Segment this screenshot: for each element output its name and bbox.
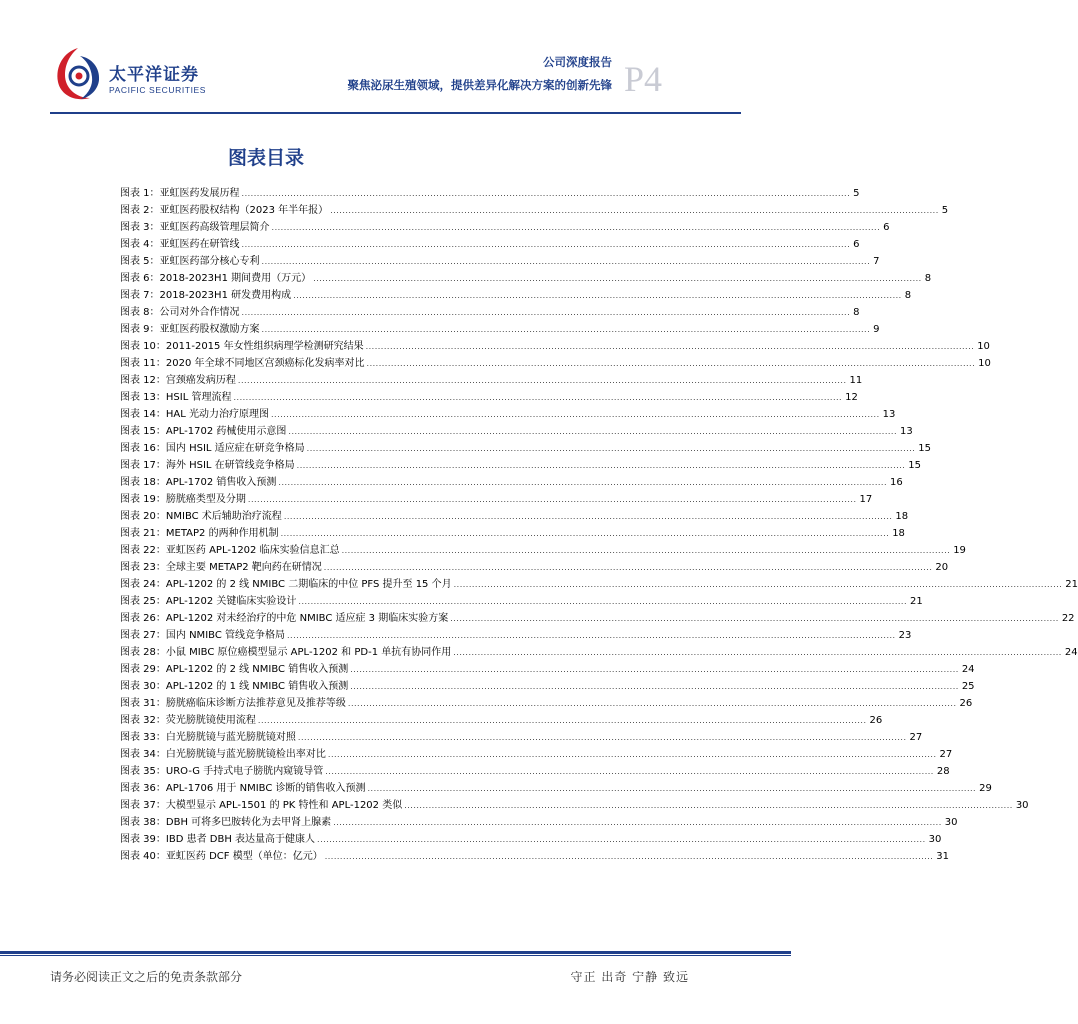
toc-item-label: 图表 7：2018-2023H1 研发费用构成 <box>120 290 292 301</box>
toc-leader-dots: ........................................................................................................................................................................................................ <box>450 614 1059 623</box>
pacific-logo-icon <box>50 44 106 104</box>
toc-leader-dots: ........................................................................................................................................................................................................ <box>453 648 1062 657</box>
toc-item-label: 图表 3：亚虹医药高级管理层简介 <box>120 222 270 233</box>
toc-item[interactable] <box>120 508 909 525</box>
toc-item[interactable] <box>120 253 880 270</box>
toc-item-page: 26 <box>869 715 883 726</box>
toc-leader-dots: ........................................................................................................................................................................................................ <box>271 223 881 232</box>
toc-item-label: 图表 38：DBH 可将多巴胺转化为去甲肾上腺素 <box>120 817 332 828</box>
toc-item[interactable] <box>120 474 903 491</box>
toc-item-page: 6 <box>853 239 860 250</box>
toc-item[interactable] <box>120 338 990 355</box>
logo-text-en: PACIFIC SECURITIES <box>109 85 207 95</box>
toc-list <box>120 185 1078 865</box>
toc-item-label: 图表 33：白光膀胱镜与蓝光膀胱镜对照 <box>120 732 296 743</box>
toc-item-page: 23 <box>898 630 912 641</box>
toc-leader-dots: ........................................................................................................................................................................................................ <box>280 529 890 538</box>
toc-item[interactable] <box>120 406 896 423</box>
toc-item-label: 图表 21：METAP2 的两种作用机制 <box>120 528 279 539</box>
toc-item[interactable] <box>120 661 975 678</box>
toc-item-page: 19 <box>953 545 966 556</box>
toc-item-page: 30 <box>944 817 958 828</box>
toc-item-page: 5 <box>853 188 860 199</box>
toc-item-label: 图表 26：APL-1202 对未经治疗的中危 NMIBC 适应症 3 期临床实验方案 <box>120 613 449 624</box>
toc-item-page: 26 <box>959 698 973 709</box>
toc-item-label: 图表 12：宫颈癌发病历程 <box>120 375 236 386</box>
toc-item-page: 27 <box>939 749 953 760</box>
toc-leader-dots: ........................................................................................................................................................................................................ <box>261 325 871 334</box>
toc-item-label: 图表 24：APL-1202 的 2 线 NMIBC 二期临床的中位 PFS 提升至 15 个月 <box>120 579 452 590</box>
toc-item-label: 图表 30：APL-1202 的 1 线 NMIBC 销售收入预测 <box>120 681 349 692</box>
toc-item[interactable] <box>120 270 932 287</box>
toc-leader-dots: ........................................................................................................................................................................................................ <box>341 546 951 555</box>
toc-item-page: 25 <box>961 681 975 692</box>
toc-item[interactable] <box>120 304 860 321</box>
toc-leader-dots: ........................................................................................................................................................................................................ <box>313 274 922 283</box>
toc-item-label: 图表 14：HAL 光动力治疗原理图 <box>120 409 270 420</box>
toc-item[interactable] <box>120 440 931 457</box>
toc-item-label: 图表 5：亚虹医药部分核心专利 <box>120 256 260 267</box>
toc-leader-dots: ........................................................................................................................................................................................................ <box>404 801 1013 810</box>
toc-leader-dots: ........................................................................................................................................................................................................ <box>327 750 937 759</box>
footer-motto: 守正 出奇 宁静 致远 <box>570 970 689 984</box>
toc-item[interactable] <box>120 746 953 763</box>
toc-item-page: 13 <box>882 409 896 420</box>
toc-item[interactable] <box>120 542 966 559</box>
toc-item-label: 图表 19：膀胱癌类型及分期 <box>120 494 246 505</box>
toc-item[interactable] <box>120 780 992 797</box>
toc-leader-dots: ........................................................................................................................................................................................................ <box>237 376 847 385</box>
toc-leader-dots: ........................................................................................................................................................................................................ <box>287 631 896 640</box>
toc-item[interactable] <box>120 712 883 729</box>
toc-item[interactable] <box>120 423 913 440</box>
toc-leader-dots: ........................................................................................................................................................................................................ <box>324 852 934 861</box>
toc-title: 图表目录 <box>228 147 305 169</box>
header-divider <box>50 112 741 114</box>
toc-item[interactable] <box>120 202 949 219</box>
toc-item[interactable] <box>120 678 975 695</box>
toc-leader-dots: ........................................................................................................................................................................................................ <box>241 240 851 249</box>
toc-item-label: 图表 23：全球主要 METAP2 靶向药在研情况 <box>120 562 322 573</box>
toc-item[interactable] <box>120 797 1029 814</box>
toc-item-label: 图表 40：亚虹医药 DCF 模型（单位：亿元） <box>120 851 323 862</box>
toc-item-label: 图表 6：2018-2023H1 期间费用（万元） <box>120 273 312 284</box>
toc-item-page: 6 <box>883 222 890 233</box>
footer-divider-thin <box>0 955 791 956</box>
toc-item-page: 28 <box>936 766 950 777</box>
toc-leader-dots: ........................................................................................................................................................................................................ <box>453 580 1063 589</box>
toc-leader-dots: ........................................................................................................................................................................................................ <box>350 682 959 691</box>
toc-item-label: 图表 37：大模型显示 APL-1501 的 PK 特性和 APL-1202 类似 <box>120 800 403 811</box>
report-subtitle: 聚焦泌尿生殖领域，提供差异化解决方案的创新先锋 <box>347 78 612 92</box>
toc-item-page: 21 <box>1065 579 1078 590</box>
toc-item-page: 27 <box>909 732 923 743</box>
toc-item-label: 图表 27：国内 NMIBC 管线竞争格局 <box>120 630 285 641</box>
toc-item-page: 30 <box>1015 800 1029 811</box>
toc-item-page: 30 <box>928 834 942 845</box>
toc-leader-dots: ........................................................................................................................................................................................................ <box>241 308 851 317</box>
toc-item[interactable] <box>120 525 905 542</box>
toc-item-label: 图表 16：国内 HSIL 适应症在研竞争格局 <box>120 443 305 454</box>
toc-item-page: 15 <box>908 460 921 471</box>
toc-item[interactable] <box>120 491 873 508</box>
toc-item-label: 图表 4：亚虹医药在研管线 <box>120 239 240 250</box>
toc-item-label: 图表 25：APL-1202 关键临床实验设计 <box>120 596 297 607</box>
toc-item-page: 7 <box>873 256 880 267</box>
toc-item[interactable] <box>120 321 880 338</box>
toc-item-page: 11 <box>849 375 863 386</box>
toc-leader-dots: ........................................................................................................................................................................................................ <box>350 665 959 674</box>
logo-text-cn: 太平洋证券 <box>109 65 199 85</box>
toc-item-page: 24 <box>1064 647 1078 658</box>
toc-leader-dots: ........................................................................................................................................................................................................ <box>365 342 975 351</box>
toc-leader-dots: ........................................................................................................................................................................................................ <box>317 835 926 844</box>
toc-item-page: 17 <box>859 494 873 505</box>
toc-leader-dots: ........................................................................................................................................................................................................ <box>257 716 867 725</box>
toc-item-page: 8 <box>904 290 912 301</box>
toc-item-label: 图表 8：公司对外合作情况 <box>120 307 240 318</box>
toc-item-label: 图表 35：URO-G 手持式电子膀胱内窥镜导管 <box>120 766 324 777</box>
toc-item-label: 图表 11：2020 年全球不同地区宫颈癌标化发病率对比 <box>120 358 365 369</box>
toc-item-label: 图表 36：APL-1706 用于 NMIBC 诊断的销售收入预测 <box>120 783 366 794</box>
toc-item-label: 图表 28：小鼠 MIBC 原位癌模型显示 APL-1202 和 PD-1 单抗有协同作用 <box>120 647 452 658</box>
toc-leader-dots: ........................................................................................................................................................................................................ <box>288 427 897 436</box>
toc-item-label: 图表 18：APL-1702 销售收入预测 <box>120 477 277 488</box>
toc-item-page: 8 <box>924 273 932 284</box>
toc-item-page: 10 <box>978 358 991 369</box>
toc-item[interactable] <box>120 287 912 304</box>
toc-item[interactable] <box>120 593 923 610</box>
toc-item[interactable] <box>120 831 942 848</box>
toc-item-page: 16 <box>890 477 903 488</box>
toc-item-label: 图表 39：IBD 患者 DBH 表达量高于健康人 <box>120 834 316 845</box>
toc-leader-dots: ........................................................................................................................................................................................................ <box>241 189 851 198</box>
toc-item[interactable] <box>120 695 973 712</box>
toc-item-page: 13 <box>900 426 913 437</box>
toc-item[interactable] <box>120 848 950 865</box>
toc-item[interactable] <box>120 763 950 780</box>
toc-leader-dots: ........................................................................................................................................................................................................ <box>283 512 893 521</box>
footer-disclaimer: 请务必阅读正文之后的免责条款部分 <box>50 970 243 984</box>
toc-item-page: 5 <box>941 205 949 216</box>
toc-item-page: 15 <box>918 443 931 454</box>
toc-item-page: 10 <box>977 341 990 352</box>
toc-item-label: 图表 20：NMIBC 术后辅助治疗流程 <box>120 511 282 522</box>
toc-leader-dots: ........................................................................................................................................................................................................ <box>330 206 939 215</box>
toc-item[interactable] <box>120 729 923 746</box>
page-number: P4 <box>624 59 663 99</box>
toc-item-page: 12 <box>845 392 858 403</box>
report-type: 公司深度报告 <box>543 55 612 69</box>
toc-item[interactable] <box>120 627 912 644</box>
toc-item[interactable] <box>120 185 860 202</box>
toc-item[interactable] <box>120 644 1078 661</box>
company-logo <box>50 44 270 104</box>
toc-item[interactable] <box>120 355 991 372</box>
toc-item-label: 图表 17：海外 HSIL 在研管线竞争格局 <box>120 460 295 471</box>
toc-leader-dots: ........................................................................................................................................................................................................ <box>278 478 887 487</box>
toc-item-label: 图表 15：APL-1702 药械使用示意图 <box>120 426 287 437</box>
toc-item-page: 8 <box>853 307 860 318</box>
toc-leader-dots: ........................................................................................................................................................................................................ <box>366 359 976 368</box>
toc-item-page: 24 <box>961 664 975 675</box>
toc-leader-dots: ........................................................................................................................................................................................................ <box>297 733 907 742</box>
footer-divider <box>0 951 791 954</box>
toc-item-label: 图表 13：HSIL 管理流程 <box>120 392 232 403</box>
toc-item-label: 图表 29：APL-1202 的 2 线 NMIBC 销售收入预测 <box>120 664 349 675</box>
toc-item-page: 31 <box>936 851 950 862</box>
toc-leader-dots: ........................................................................................................................................................................................................ <box>325 767 934 776</box>
toc-leader-dots: ........................................................................................................................................................................................................ <box>323 563 933 572</box>
toc-item-label: 图表 9：亚虹医药股权激励方案 <box>120 324 260 335</box>
toc-item-label: 图表 34：白光膀胱镜与蓝光膀胱镜检出率对比 <box>120 749 326 760</box>
toc-item-page: 18 <box>895 511 909 522</box>
toc-item-page: 21 <box>910 596 923 607</box>
toc-item[interactable] <box>120 219 890 236</box>
toc-leader-dots: ........................................................................................................................................................................................................ <box>306 444 916 453</box>
toc-leader-dots: ........................................................................................................................................................................................................ <box>247 495 857 504</box>
toc-item-label: 图表 1：亚虹医药发展历程 <box>120 188 240 199</box>
toc-item-page: 20 <box>935 562 949 573</box>
toc-item-page: 29 <box>979 783 992 794</box>
toc-leader-dots: ........................................................................................................................................................................................................ <box>347 699 957 708</box>
toc-item[interactable] <box>120 236 860 253</box>
toc-item[interactable] <box>120 559 949 576</box>
toc-item-label: 图表 22：亚虹医药 APL-1202 临床实验信息汇总 <box>120 545 340 556</box>
toc-item[interactable] <box>120 814 958 831</box>
toc-leader-dots: ........................................................................................................................................................................................................ <box>296 461 906 470</box>
toc-item[interactable] <box>120 372 863 389</box>
toc-leader-dots: ........................................................................................................................................................................................................ <box>293 291 902 300</box>
toc-leader-dots: ........................................................................................................................................................................................................ <box>271 410 880 419</box>
toc-item-label: 图表 10：2011-2015 年女性组织病理学检测研究结果 <box>120 341 364 352</box>
toc-item[interactable] <box>120 610 1075 627</box>
toc-item-label: 图表 32：荧光膀胱镜使用流程 <box>120 715 256 726</box>
toc-item-label: 图表 31：膀胱癌临床诊断方法推荐意见及推荐等级 <box>120 698 346 709</box>
toc-leader-dots: ........................................................................................................................................................................................................ <box>367 784 977 793</box>
toc-item[interactable] <box>120 457 921 474</box>
toc-leader-dots: ........................................................................................................................................................................................................ <box>261 257 871 266</box>
toc-item-page: 22 <box>1061 613 1075 624</box>
toc-item-page: 18 <box>892 528 905 539</box>
toc-item[interactable] <box>120 576 1078 593</box>
toc-leader-dots: ........................................................................................................................................................................................................ <box>333 818 942 827</box>
toc-leader-dots: ........................................................................................................................................................................................................ <box>298 597 907 606</box>
toc-item-label: 图表 2：亚虹医药股权结构（2023 年半年报） <box>120 205 329 216</box>
toc-leader-dots: ........................................................................................................................................................................................................ <box>233 393 843 402</box>
toc-item-page: 9 <box>873 324 880 335</box>
toc-item[interactable] <box>120 389 858 406</box>
